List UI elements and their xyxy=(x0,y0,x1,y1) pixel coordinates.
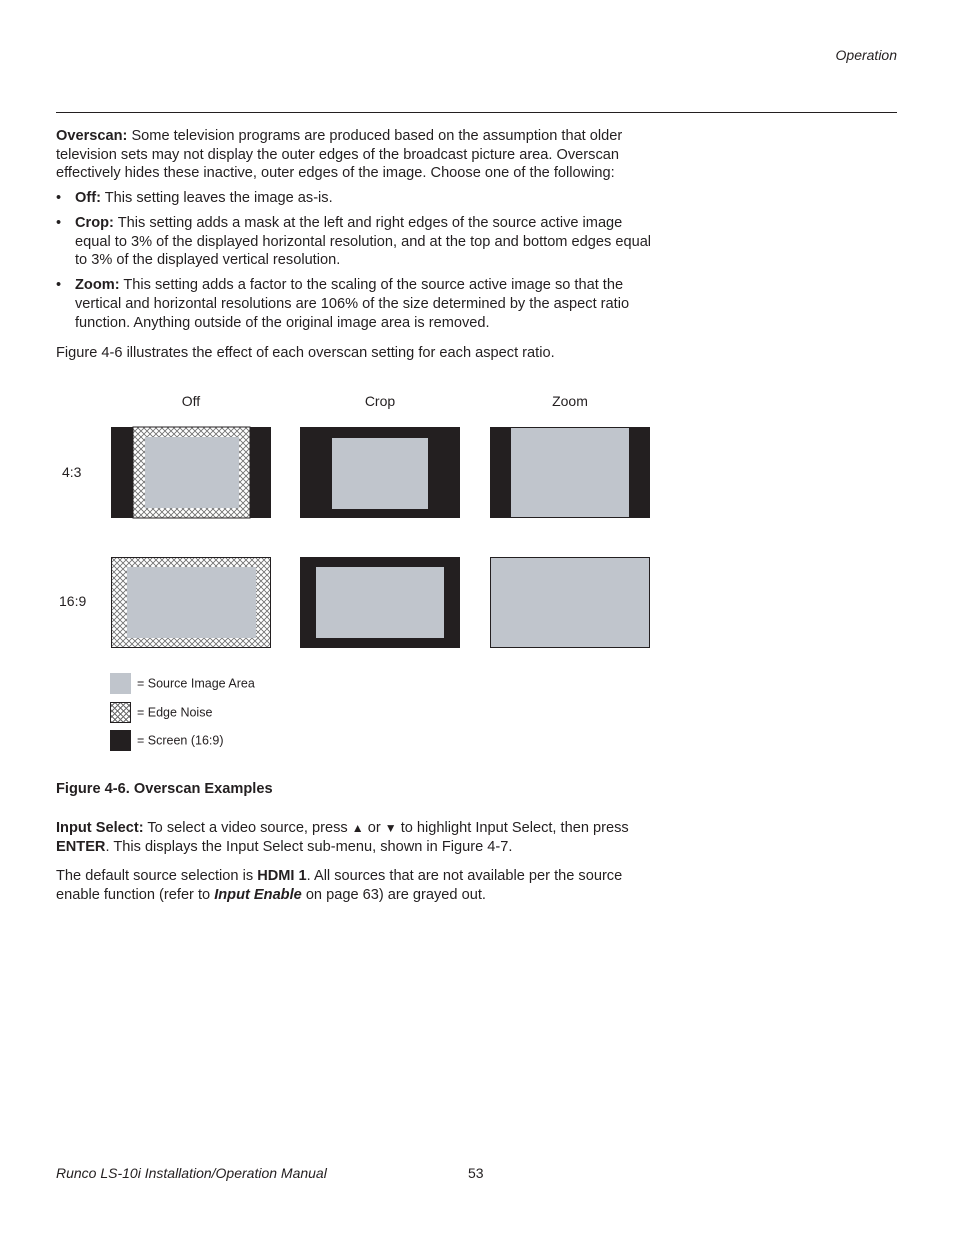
option-term: Crop: xyxy=(75,215,114,232)
input-select-text: . This displays the Input Select sub-menu, shown in Figure 4-7. xyxy=(105,838,513,855)
row-label-16-9: 16:9 xyxy=(59,593,87,609)
column-label-crop: Crop xyxy=(364,393,396,409)
running-header: Operation xyxy=(835,47,897,63)
list-item xyxy=(56,276,656,332)
input-select-text: to highlight Input Select, then press xyxy=(396,820,629,836)
option-text: This setting adds a factor to the scaling of the source active image so that the vertical and horizontal resolutions are 106% of the size determined by the aspect ratio function. Anything outside of the original image area is removed. xyxy=(75,277,630,331)
enter-key-label: ENTER xyxy=(56,838,106,855)
option-term: Zoom: xyxy=(75,277,120,294)
input-select-text: To select a video source, press xyxy=(143,820,352,836)
legend-source-image-area xyxy=(110,673,255,694)
legend-screen xyxy=(110,730,224,751)
diagram-4-3-crop xyxy=(300,427,460,518)
or-text: or xyxy=(363,820,385,836)
diagram-16-9-zoom xyxy=(491,558,650,648)
overscan-text: Some television programs are produced based on the assumption that older television sets may not display the outer edges of the broadcast picture area. Overscan effectively hides these inactive, outer edges of the image. Choose one of the following: xyxy=(56,128,623,182)
overscan-diagram xyxy=(0,380,954,680)
diagram-4-3-zoom xyxy=(490,427,650,518)
default-source-paragraph xyxy=(56,867,656,904)
default-source-text: The default source selection is xyxy=(56,868,258,884)
overscan-options-list xyxy=(56,189,656,339)
figure-caption: Figure 4-6. Overscan Examples xyxy=(56,781,273,797)
down-arrow-icon: ▼ xyxy=(384,821,397,835)
legend-edge-noise xyxy=(110,702,212,723)
column-label-zoom: Zoom xyxy=(552,393,588,409)
bullet-icon: • xyxy=(56,190,62,206)
up-arrow-icon: ▲ xyxy=(351,821,364,835)
footer-manual-title: Runco LS-10i Installation/Operation Manual xyxy=(56,1165,327,1181)
edge-noise-swatch xyxy=(110,702,131,723)
legend-label: = Edge Noise xyxy=(137,705,213,720)
diagram-4-3-off xyxy=(111,427,271,518)
figure-intro: Figure 4-6 illustrates the effect of each overscan setting for each aspect ratio. xyxy=(56,345,555,361)
column-label-off: Off xyxy=(181,393,201,409)
option-text: This setting adds a mask at the left and right edges of the source active image equal to 3% of the displayed horizontal resolution, and at the top and bottom edges equal to 3% of the displayed vertical resolution. xyxy=(75,215,652,269)
legend-label: = Source Image Area xyxy=(137,676,255,691)
row-label-4-3: 4:3 xyxy=(62,464,82,480)
screen-swatch xyxy=(110,730,131,751)
bullet-icon: • xyxy=(56,215,62,232)
overscan-term: Overscan: xyxy=(56,128,128,144)
source-image-area-swatch xyxy=(110,673,131,694)
bullet-icon: • xyxy=(56,277,62,294)
page-number: 53 xyxy=(468,1165,484,1181)
header-rule xyxy=(56,112,897,113)
list-item xyxy=(56,214,656,270)
hdmi-label: HDMI 1 xyxy=(257,868,307,884)
input-enable-link[interactable]: Input Enable xyxy=(214,886,302,903)
option-term: Off: xyxy=(75,190,101,206)
option-text: This setting leaves the image as-is. xyxy=(100,190,333,206)
diagram-16-9-crop xyxy=(300,557,460,648)
legend-label: = Screen (16:9) xyxy=(137,733,224,748)
overscan-paragraph xyxy=(56,127,656,183)
default-source-text: . All sources that are not available per the source enable function (refer to xyxy=(56,868,623,903)
overscan-figure xyxy=(0,380,954,770)
input-select-term: Input Select: xyxy=(56,820,144,836)
default-source-text: on page 63) are grayed out. xyxy=(301,886,486,903)
input-select-paragraph xyxy=(56,819,656,856)
list-item xyxy=(56,189,656,208)
diagram-16-9-off xyxy=(112,558,271,648)
